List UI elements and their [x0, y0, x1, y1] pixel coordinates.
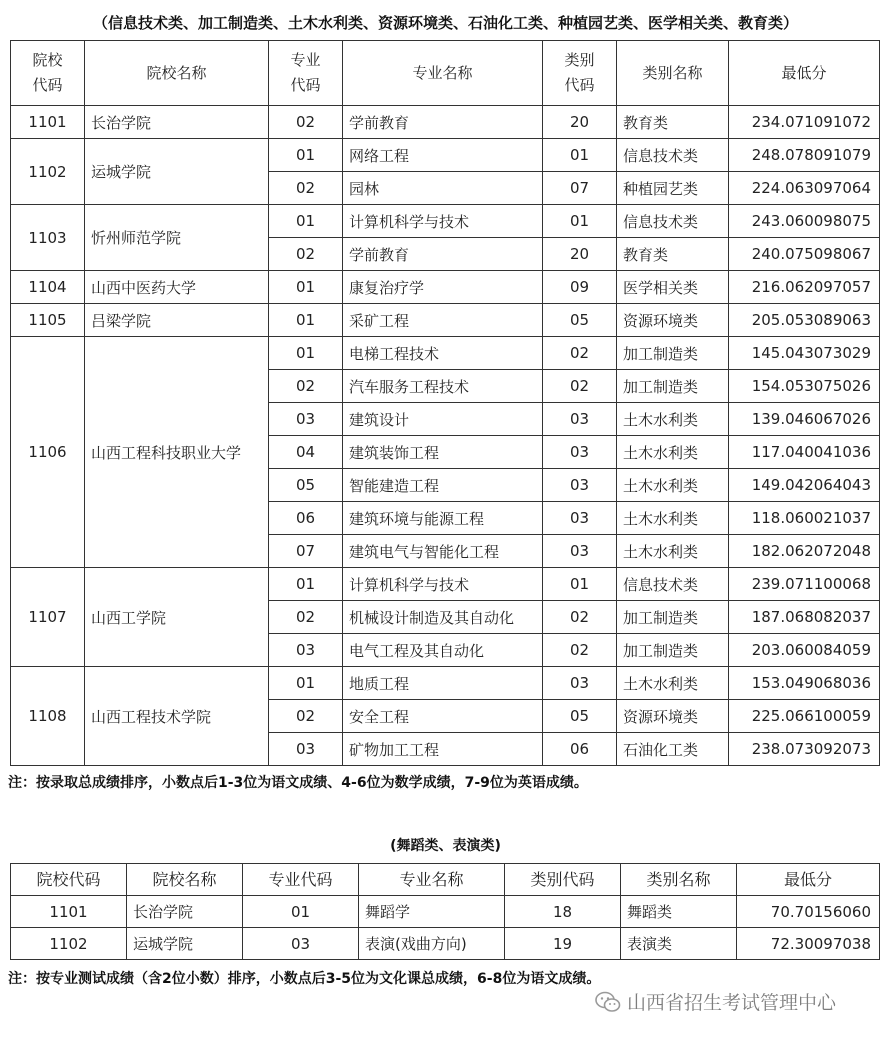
header-category-code: 类别代码	[505, 864, 621, 896]
major-name-cell: 建筑环境与能源工程	[343, 502, 543, 535]
major-name-cell: 学前教育	[343, 106, 543, 139]
major-code-cell: 04	[269, 436, 343, 469]
school-name-cell: 运城学院	[127, 928, 243, 960]
category-name-cell: 土木水利类	[617, 535, 729, 568]
school-name-cell: 山西工学院	[85, 568, 269, 667]
min-score-cell: 203.060084059	[729, 634, 880, 667]
category-name-cell: 信息技术类	[617, 568, 729, 601]
table-row	[11, 667, 880, 700]
major-code-cell: 02	[269, 106, 343, 139]
school-code-cell: 1101	[11, 106, 85, 139]
min-score-cell: 139.046067026	[729, 403, 880, 436]
major-code-cell: 02	[269, 172, 343, 205]
school-name-cell: 山西工程技术学院	[85, 667, 269, 766]
major-name-cell: 智能建造工程	[343, 469, 543, 502]
header-school-code-line1: 院校	[32, 51, 63, 69]
admission-table-arts	[10, 863, 880, 960]
category-name-cell: 加工制造类	[617, 337, 729, 370]
category-name-cell: 信息技术类	[617, 139, 729, 172]
header-category-code-line1: 类别	[564, 51, 595, 69]
major-code-cell: 07	[269, 535, 343, 568]
table2-header-row	[11, 864, 880, 896]
category-code-cell: 06	[543, 733, 617, 766]
school-code-cell: 1105	[11, 304, 85, 337]
table1-note: 注：按录取总成绩排序，小数点后1-3位为语文成绩、4-6位为数学成绩，7-9位为英语成绩。	[8, 775, 588, 791]
major-name-cell: 机械设计制造及其自动化	[343, 601, 543, 634]
major-code-cell: 01	[269, 271, 343, 304]
major-code-cell: 02	[269, 601, 343, 634]
category-code-cell: 05	[543, 304, 617, 337]
watermark-text: 山西省招生考试管理中心	[627, 992, 837, 1014]
major-name-cell: 计算机科学与技术	[343, 568, 543, 601]
header-min-score: 最低分	[729, 41, 880, 106]
min-score-cell: 70.70156060	[737, 896, 880, 928]
major-name-cell: 康复治疗学	[343, 271, 543, 304]
header-major-code: 专业代码	[243, 864, 359, 896]
school-code-cell: 1107	[11, 568, 85, 667]
header-major-name: 专业名称	[343, 41, 543, 106]
major-code-cell: 06	[269, 502, 343, 535]
table1-header-row	[11, 41, 880, 106]
major-name-cell: 表演(戏曲方向)	[359, 928, 505, 960]
major-name-cell: 网络工程	[343, 139, 543, 172]
category-name-cell: 土木水利类	[617, 667, 729, 700]
major-code-cell: 01	[269, 139, 343, 172]
category-code-cell: 03	[543, 502, 617, 535]
min-score-cell: 145.043073029	[729, 337, 880, 370]
category-code-cell: 03	[543, 403, 617, 436]
category-name-cell: 教育类	[617, 106, 729, 139]
category-name-cell: 土木水利类	[617, 502, 729, 535]
table2-note: 注：按专业测试成绩（含2位小数）排序，小数点后3-5位为文化课总成绩，6-8位为语文成绩。	[8, 971, 601, 987]
major-code-cell: 01	[243, 896, 359, 928]
school-code-cell: 1102	[11, 928, 127, 960]
header-major-code	[269, 41, 343, 106]
category-name-cell: 土木水利类	[617, 403, 729, 436]
major-code-cell: 02	[269, 370, 343, 403]
min-score-cell: 248.078091079	[729, 139, 880, 172]
table1-body	[11, 106, 880, 766]
category-code-cell: 02	[543, 370, 617, 403]
category-code-cell: 20	[543, 238, 617, 271]
table-row	[11, 928, 880, 960]
category-name-cell: 信息技术类	[617, 205, 729, 238]
header-category-name: 类别名称	[617, 41, 729, 106]
major-code-cell: 01	[269, 304, 343, 337]
header-school-code: 院校代码	[11, 864, 127, 896]
header-school-code	[11, 41, 85, 106]
major-name-cell: 舞蹈学	[359, 896, 505, 928]
min-score-cell: 118.060021037	[729, 502, 880, 535]
school-code-cell: 1108	[11, 667, 85, 766]
table1-caption: （信息技术类、加工制造类、土木水利类、资源环境类、石油化工类、种植园艺类、医学相关类、教育类）	[92, 14, 798, 32]
major-code-cell: 01	[269, 667, 343, 700]
major-name-cell: 学前教育	[343, 238, 543, 271]
category-name-cell: 加工制造类	[617, 601, 729, 634]
min-score-cell: 154.053075026	[729, 370, 880, 403]
school-name-cell: 运城学院	[85, 139, 269, 205]
header-school-name: 院校名称	[85, 41, 269, 106]
major-code-cell: 05	[269, 469, 343, 502]
min-score-cell: 149.042064043	[729, 469, 880, 502]
table-row	[11, 271, 880, 304]
major-name-cell: 建筑电气与智能化工程	[343, 535, 543, 568]
major-name-cell: 汽车服务工程技术	[343, 370, 543, 403]
category-name-cell: 表演类	[621, 928, 737, 960]
min-score-cell: 187.068082037	[729, 601, 880, 634]
major-name-cell: 采矿工程	[343, 304, 543, 337]
category-code-cell: 01	[543, 568, 617, 601]
school-name-cell: 忻州师范学院	[85, 205, 269, 271]
major-code-cell: 03	[269, 403, 343, 436]
major-name-cell: 电梯工程技术	[343, 337, 543, 370]
header-category-name: 类别名称	[621, 864, 737, 896]
table-row	[11, 896, 880, 928]
major-name-cell: 电气工程及其自动化	[343, 634, 543, 667]
category-name-cell: 舞蹈类	[621, 896, 737, 928]
category-code-cell: 09	[543, 271, 617, 304]
header-category-code-line2: 代码	[564, 76, 595, 94]
table2-body	[11, 896, 880, 960]
major-code-cell: 01	[269, 337, 343, 370]
header-category-code	[543, 41, 617, 106]
major-code-cell: 02	[269, 238, 343, 271]
category-name-cell: 种植园艺类	[617, 172, 729, 205]
table2-caption: (舞蹈类、表演类)	[390, 838, 501, 854]
category-code-cell: 20	[543, 106, 617, 139]
category-name-cell: 资源环境类	[617, 700, 729, 733]
min-score-cell: 205.053089063	[729, 304, 880, 337]
major-code-cell: 03	[243, 928, 359, 960]
school-name-cell: 吕梁学院	[85, 304, 269, 337]
category-name-cell: 加工制造类	[617, 370, 729, 403]
wechat-icon	[595, 991, 621, 1013]
min-score-cell: 225.066100059	[729, 700, 880, 733]
school-code-cell: 1103	[11, 205, 85, 271]
school-code-cell: 1101	[11, 896, 127, 928]
table-row	[11, 139, 880, 172]
category-name-cell: 土木水利类	[617, 436, 729, 469]
school-name-cell: 山西工程科技职业大学	[85, 337, 269, 568]
category-code-cell: 02	[543, 337, 617, 370]
category-code-cell: 07	[543, 172, 617, 205]
min-score-cell: 240.075098067	[729, 238, 880, 271]
category-code-cell: 03	[543, 667, 617, 700]
header-school-name: 院校名称	[127, 864, 243, 896]
category-code-cell: 03	[543, 469, 617, 502]
admission-table-main	[10, 40, 880, 766]
major-code-cell: 01	[269, 568, 343, 601]
category-code-cell: 05	[543, 700, 617, 733]
school-name-cell: 长治学院	[85, 106, 269, 139]
major-code-cell: 01	[269, 205, 343, 238]
major-name-cell: 建筑设计	[343, 403, 543, 436]
major-name-cell: 园林	[343, 172, 543, 205]
category-name-cell: 资源环境类	[617, 304, 729, 337]
min-score-cell: 238.073092073	[729, 733, 880, 766]
major-name-cell: 安全工程	[343, 700, 543, 733]
major-name-cell: 计算机科学与技术	[343, 205, 543, 238]
category-code-cell: 03	[543, 436, 617, 469]
header-major-code-line1: 专业	[290, 51, 321, 69]
table-row	[11, 337, 880, 370]
min-score-cell: 234.071091072	[729, 106, 880, 139]
category-name-cell: 教育类	[617, 238, 729, 271]
major-code-cell: 02	[269, 700, 343, 733]
category-name-cell: 加工制造类	[617, 634, 729, 667]
category-code-cell: 02	[543, 634, 617, 667]
category-code-cell: 03	[543, 535, 617, 568]
school-code-cell: 1104	[11, 271, 85, 304]
major-code-cell: 03	[269, 733, 343, 766]
min-score-cell: 243.060098075	[729, 205, 880, 238]
category-code-cell: 02	[543, 601, 617, 634]
category-name-cell: 石油化工类	[617, 733, 729, 766]
major-name-cell: 建筑装饰工程	[343, 436, 543, 469]
min-score-cell: 72.30097038	[737, 928, 880, 960]
school-name-cell: 长治学院	[127, 896, 243, 928]
header-major-name: 专业名称	[359, 864, 505, 896]
min-score-cell: 117.040041036	[729, 436, 880, 469]
min-score-cell: 224.063097064	[729, 172, 880, 205]
min-score-cell: 182.062072048	[729, 535, 880, 568]
category-name-cell: 土木水利类	[617, 469, 729, 502]
header-min-score: 最低分	[737, 864, 880, 896]
table-row	[11, 568, 880, 601]
min-score-cell: 239.071100068	[729, 568, 880, 601]
category-code-cell: 01	[543, 205, 617, 238]
table-row	[11, 205, 880, 238]
category-name-cell: 医学相关类	[617, 271, 729, 304]
min-score-cell: 216.062097057	[729, 271, 880, 304]
school-code-cell: 1102	[11, 139, 85, 205]
major-code-cell: 03	[269, 634, 343, 667]
category-code-cell: 19	[505, 928, 621, 960]
major-name-cell: 地质工程	[343, 667, 543, 700]
watermark	[595, 988, 836, 1015]
table-row	[11, 304, 880, 337]
header-school-code-line2: 代码	[32, 76, 63, 94]
category-code-cell: 18	[505, 896, 621, 928]
min-score-cell: 153.049068036	[729, 667, 880, 700]
major-name-cell: 矿物加工工程	[343, 733, 543, 766]
table-row	[11, 106, 880, 139]
header-major-code-line2: 代码	[290, 76, 321, 94]
school-code-cell: 1106	[11, 337, 85, 568]
category-code-cell: 01	[543, 139, 617, 172]
school-name-cell: 山西中医药大学	[85, 271, 269, 304]
